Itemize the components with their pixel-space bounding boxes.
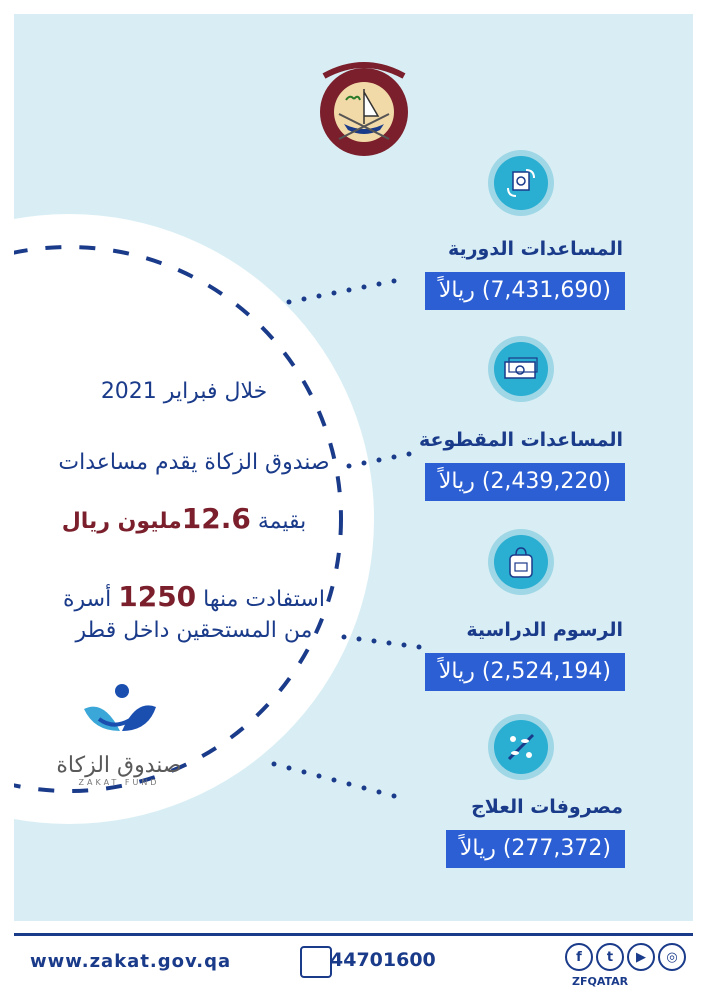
zakat-logo-arabic: صندوق الزكاة — [56, 753, 182, 778]
connector-dots-2 — [344, 444, 424, 474]
item-label-tuition: الرسوم الدراسية — [466, 619, 623, 641]
footer-divider — [14, 933, 693, 936]
youtube-icon[interactable]: ▶ — [627, 943, 655, 971]
facebook-icon[interactable]: f — [565, 943, 593, 971]
twitter-icon[interactable]: t — [596, 943, 624, 971]
phone-number[interactable]: 44701600 — [330, 949, 436, 971]
banknote-icon — [488, 336, 554, 402]
summary-line-3 — [34, 580, 354, 613]
beneficiaries-prefix: استفادت منها — [203, 587, 325, 612]
summary-unit: مليون ريال — [61, 509, 182, 534]
item-amount-periodic: (7,431,690) ريالاً — [425, 272, 625, 310]
summary-prefix: بقيمة — [257, 509, 307, 534]
website-link[interactable]: www.zakat.gov.qa — [30, 951, 232, 972]
connector-dots-4 — [269, 759, 414, 809]
infographic-canvas — [14, 14, 693, 921]
item-label-medical: مصروفات العلاج — [471, 796, 623, 818]
item-amount-tuition: (2,524,194) ريالاً — [425, 653, 625, 691]
summary-amount: 12.6 — [181, 502, 251, 535]
period-text: خلال فبراير 2021 — [100, 379, 268, 404]
beneficiaries-count: 1250 — [118, 580, 197, 613]
summary-line-2 — [34, 502, 334, 535]
item-label-lumpsum: المساعدات المقطوعة — [418, 429, 623, 451]
zakat-fund-logo — [44, 679, 194, 799]
qatar-emblem-icon — [314, 54, 414, 164]
social-icons — [565, 943, 686, 971]
social-handle: ZFQATAR — [572, 975, 629, 988]
summary-line-4: من المستحقين داخل قطر — [75, 618, 313, 643]
zakat-leaf-icon — [44, 679, 194, 749]
item-amount-lumpsum: (2,439,220) ريالاً — [425, 463, 625, 501]
instagram-icon[interactable]: ◎ — [658, 943, 686, 971]
phone-icon — [300, 946, 332, 978]
item-amount-medical: (277,372) ريالاً — [446, 830, 625, 868]
beneficiaries-suffix: أسرة — [63, 587, 112, 612]
money-exchange-icon — [488, 150, 554, 216]
zakat-logo-english: ZAKAT FUND — [78, 778, 160, 787]
medicine-icon — [488, 714, 554, 780]
summary-line-1: صندوق الزكاة يقدم مساعدات — [58, 450, 330, 475]
item-label-periodic: المساعدات الدورية — [447, 238, 623, 260]
school-bag-icon — [488, 529, 554, 595]
connector-dots-1 — [284, 254, 414, 314]
footer — [0, 921, 707, 1000]
